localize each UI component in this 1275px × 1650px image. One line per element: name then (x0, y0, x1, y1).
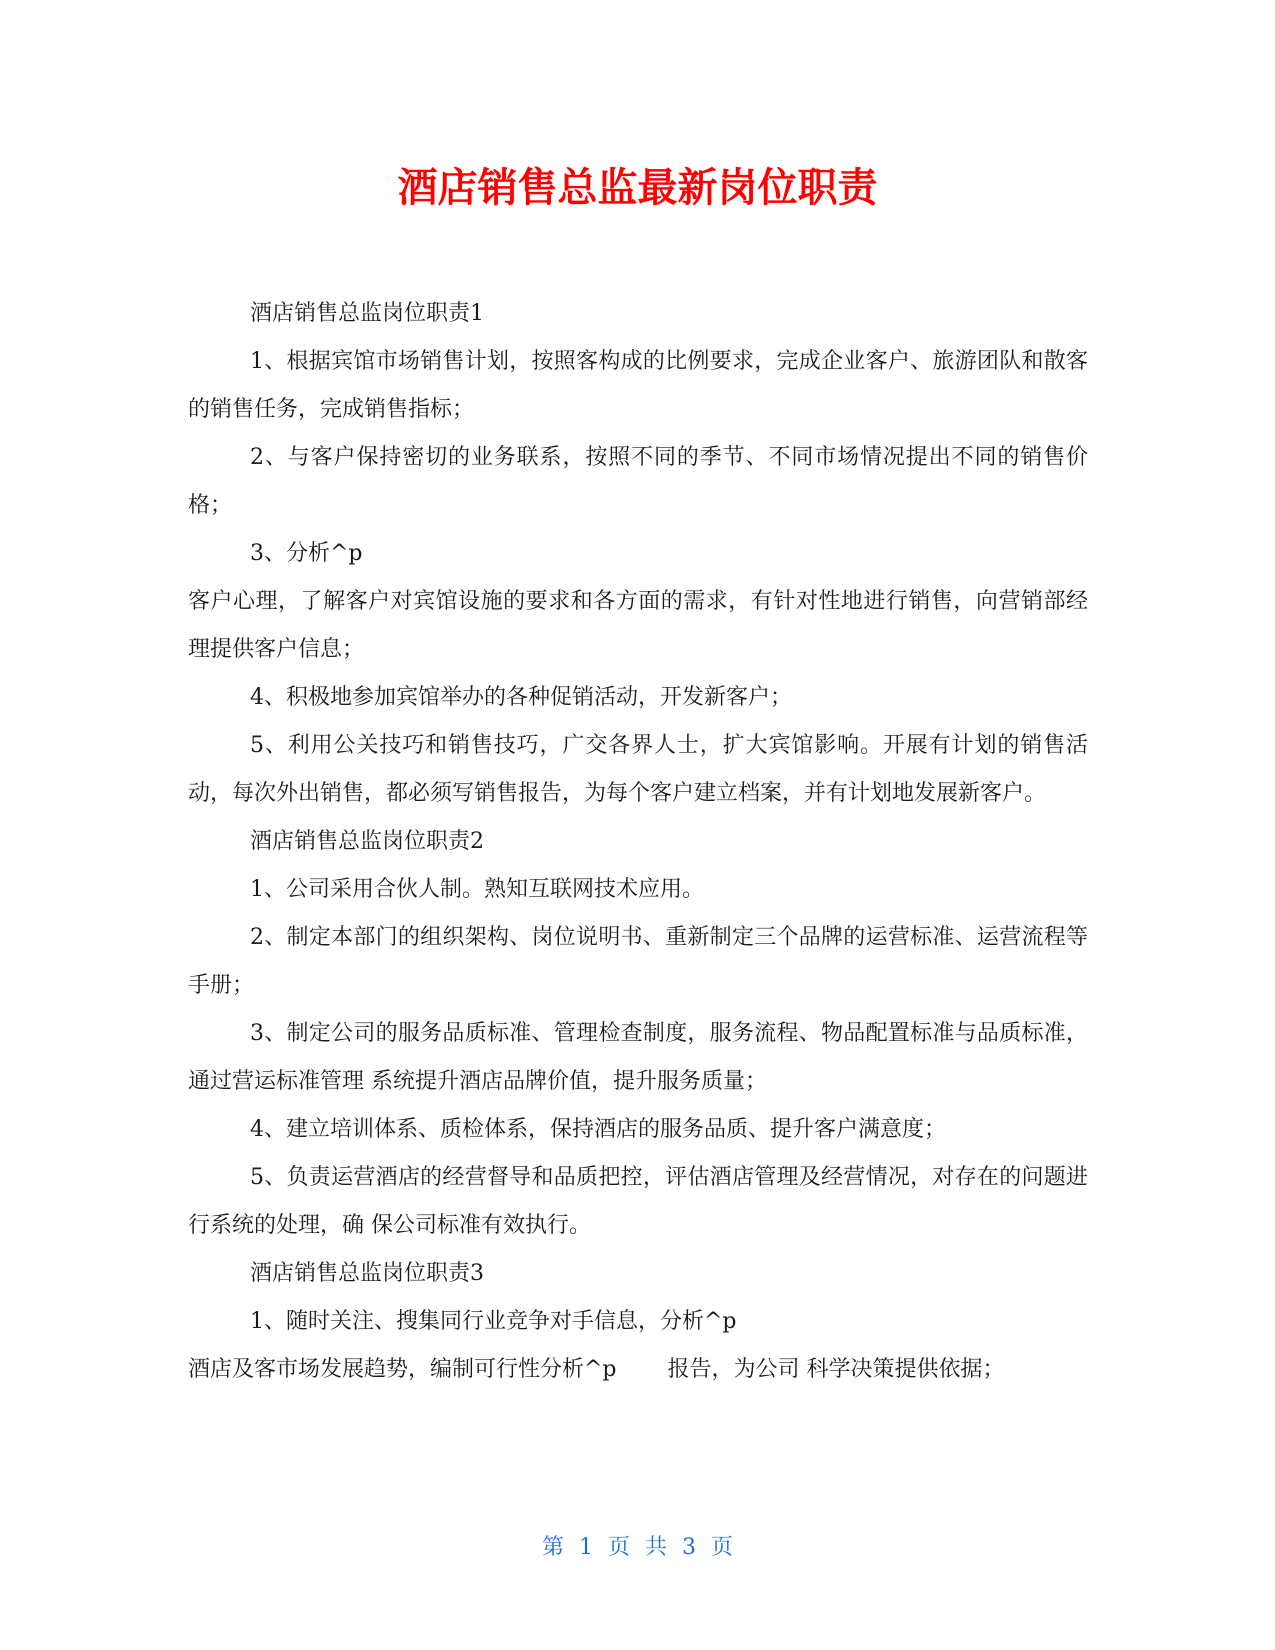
paragraph: 4、建立培训体系、质检体系，保持酒店的服务品质、提升客户满意度； (250, 1117, 946, 1142)
paragraph: 酒店及客市场发展趋势，编制可行性分析^p 报告，为公司 科学决策提供依据； (188, 1357, 1005, 1382)
paragraph: 5、负责运营酒店的经营督导和品质把控，评估酒店管理及经营情况，对存在的问题进行系统的处理，确 保公司标准有效执行。 (188, 1165, 1088, 1238)
section-heading-3: 酒店销售总监岗位职责3 (250, 1261, 484, 1286)
paragraph: 2、与客户保持密切的业务联系，按照不同的季节、不同市场情况提出不同的销售价格； (188, 445, 1088, 518)
paragraph: 1、公司采用合伙人制。熟知互联网技术应用。 (250, 877, 704, 902)
section-heading-1: 酒店销售总监岗位职责1 (250, 301, 484, 326)
paragraph: 1、随时关注、搜集同行业竞争对手信息，分析^p (250, 1309, 737, 1334)
document-title: 酒店销售总监最新岗位职责 (397, 165, 878, 211)
paragraph: 4、积极地参加宾馆举办的各种促销活动，开发新客户； (250, 685, 792, 710)
paragraph: 3、分析^p (250, 541, 363, 566)
paragraph: 3、制定公司的服务品质标准、管理检查制度，服务流程、物品配置标准与品质标准，通过营运标准管理 系统提升酒店品牌价值，提升服务质量； (188, 1021, 1088, 1094)
section-heading-2: 酒店销售总监岗位职责2 (250, 829, 484, 854)
paragraph: 5、利用公关技巧和销售技巧，广交各界人士，扩大宾馆影响。开展有计划的销售活动，每次外出销售，都必须写销售报告，为每个客户建立档案，并有计划地发展新客户。 (188, 733, 1088, 806)
paragraph: 1、根据宾馆市场销售计划，按照客构成的比例要求，完成企业客户、旅游团队和散客的销售任务，完成销售指标； (188, 349, 1088, 422)
paragraph: 2、制定本部门的组织架构、岗位说明书、重新制定三个品牌的运营标准、运营流程等手册； (188, 925, 1088, 998)
page-number-footer: 第 1 页 共 3 页 (542, 1535, 733, 1560)
document-body (188, 290, 1088, 1394)
paragraph: 客户心理，了解客户对宾馆设施的要求和各方面的需求，有针对性地进行销售，向营销部经理提供客户信息； (188, 589, 1088, 662)
